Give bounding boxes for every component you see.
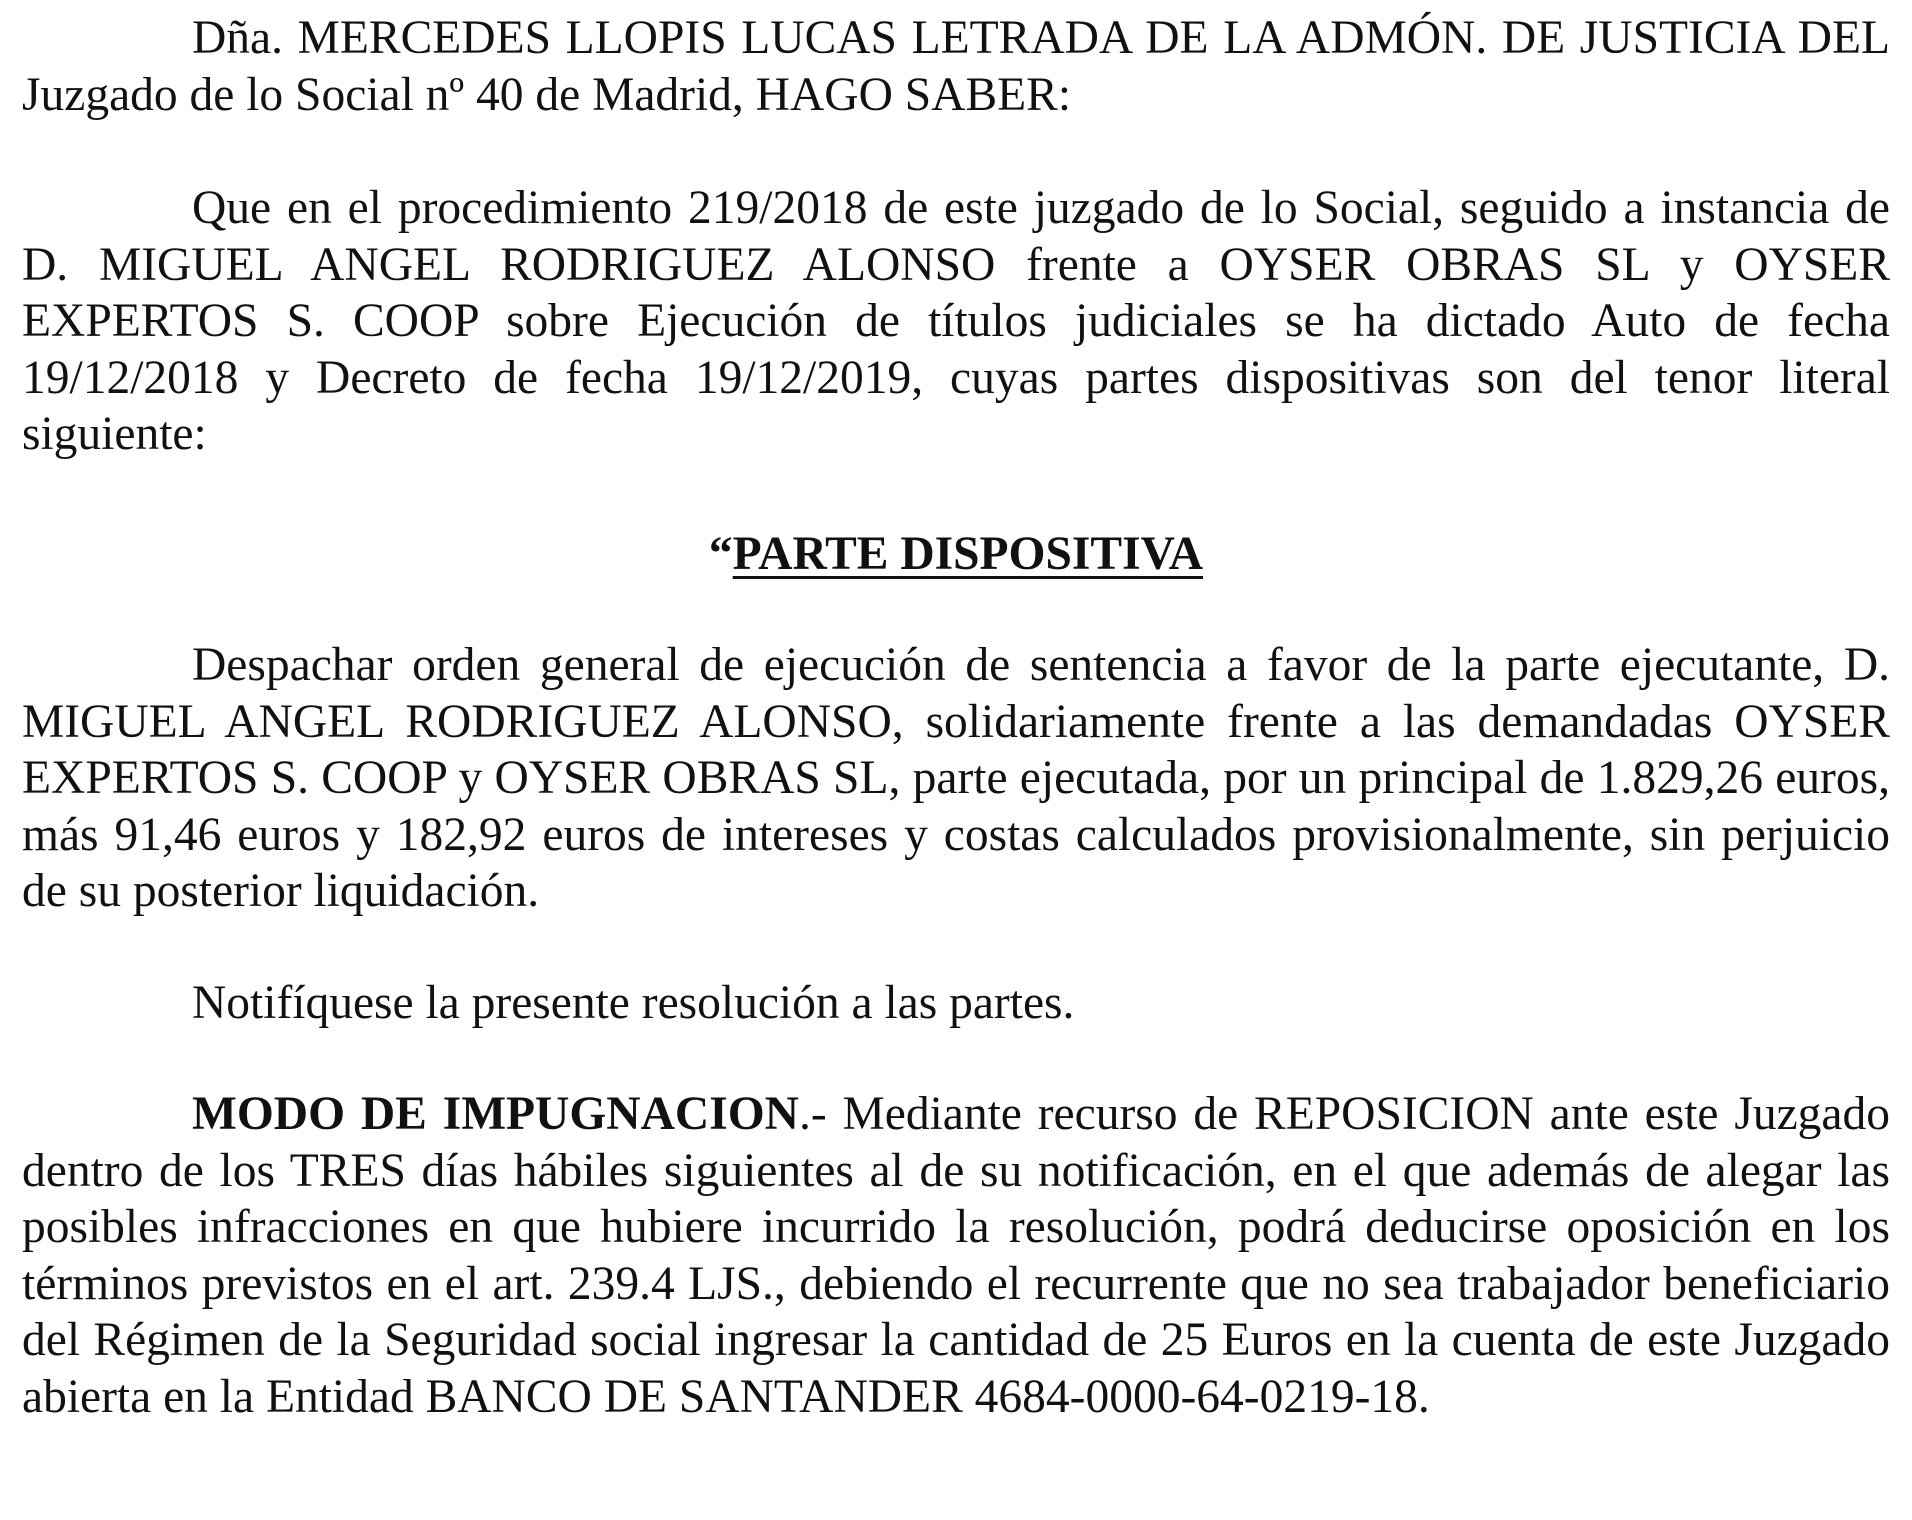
- impugnation-paragraph: [22, 1086, 1890, 1425]
- document-page: [22, 10, 1890, 1425]
- impugnation-text: .- Mediante recurso de REPOSICION ante este Juzgado dentro de los TRES días hábiles siguientes al de su notificación, en el que además de alegar las posibles infracciones en que hubiere incurrido la resolución, podrá deducirse oposición en los términos previstos en el art. 239.4 LJS., debiendo el recurrente que no sea trabajador beneficiario del Régimen de la Seguridad social ingresar la cantidad de 25 Euros en la cuenta de este Juzgado abierta en la Entidad BANCO DE SANTANDER 4684-0000-64-0219-18.: [22, 1088, 1890, 1423]
- impugnation-label: MODO DE IMPUGNACION: [192, 1088, 799, 1140]
- section-heading: [22, 526, 1890, 583]
- procedure-paragraph: Que en el procedimiento 219/2018 de este juzgado de lo Social, seguido a instancia de D. MIGUEL ANGEL RODRIGUEZ ALONSO frente a OYSER OBRAS SL y OYSER EXPERTOS S. COOP sobre Ejecución de títulos judiciales se ha dictado Auto de fecha 19/12/2018 y Decreto de fecha 19/12/2019, cuyas partes dispositivas son del tenor literal siguiente:: [22, 182, 1890, 460]
- heading-text: PARTE DISPOSITIVA: [732, 527, 1204, 580]
- heading-quote: “: [708, 527, 733, 580]
- notify-paragraph: Notifíquese la presente resolución a las partes.: [192, 976, 1075, 1029]
- dispatch-paragraph: Despachar orden general de ejecución de sentencia a favor de la parte ejecutante, D. MIGUEL ANGEL RODRIGUEZ ALONSO, solidariamente frente a las demandadas OYSER EXPERTOS S. COOP y OYSER OBRAS SL, parte ejecutada, por un principal de 1.829,26 euros, más 91,46 euros y 182,92 euros de intereses y costas calculados provisionalmente, sin perjuicio de su posterior liquidación.: [22, 639, 1890, 917]
- intro-paragraph: Dña. MERCEDES LLOPIS LUCAS LETRADA DE LA ADMÓN. DE JUSTICIA DEL Juzgado de lo Social nº 40 de Madrid, HAGO SABER:: [22, 12, 1890, 121]
